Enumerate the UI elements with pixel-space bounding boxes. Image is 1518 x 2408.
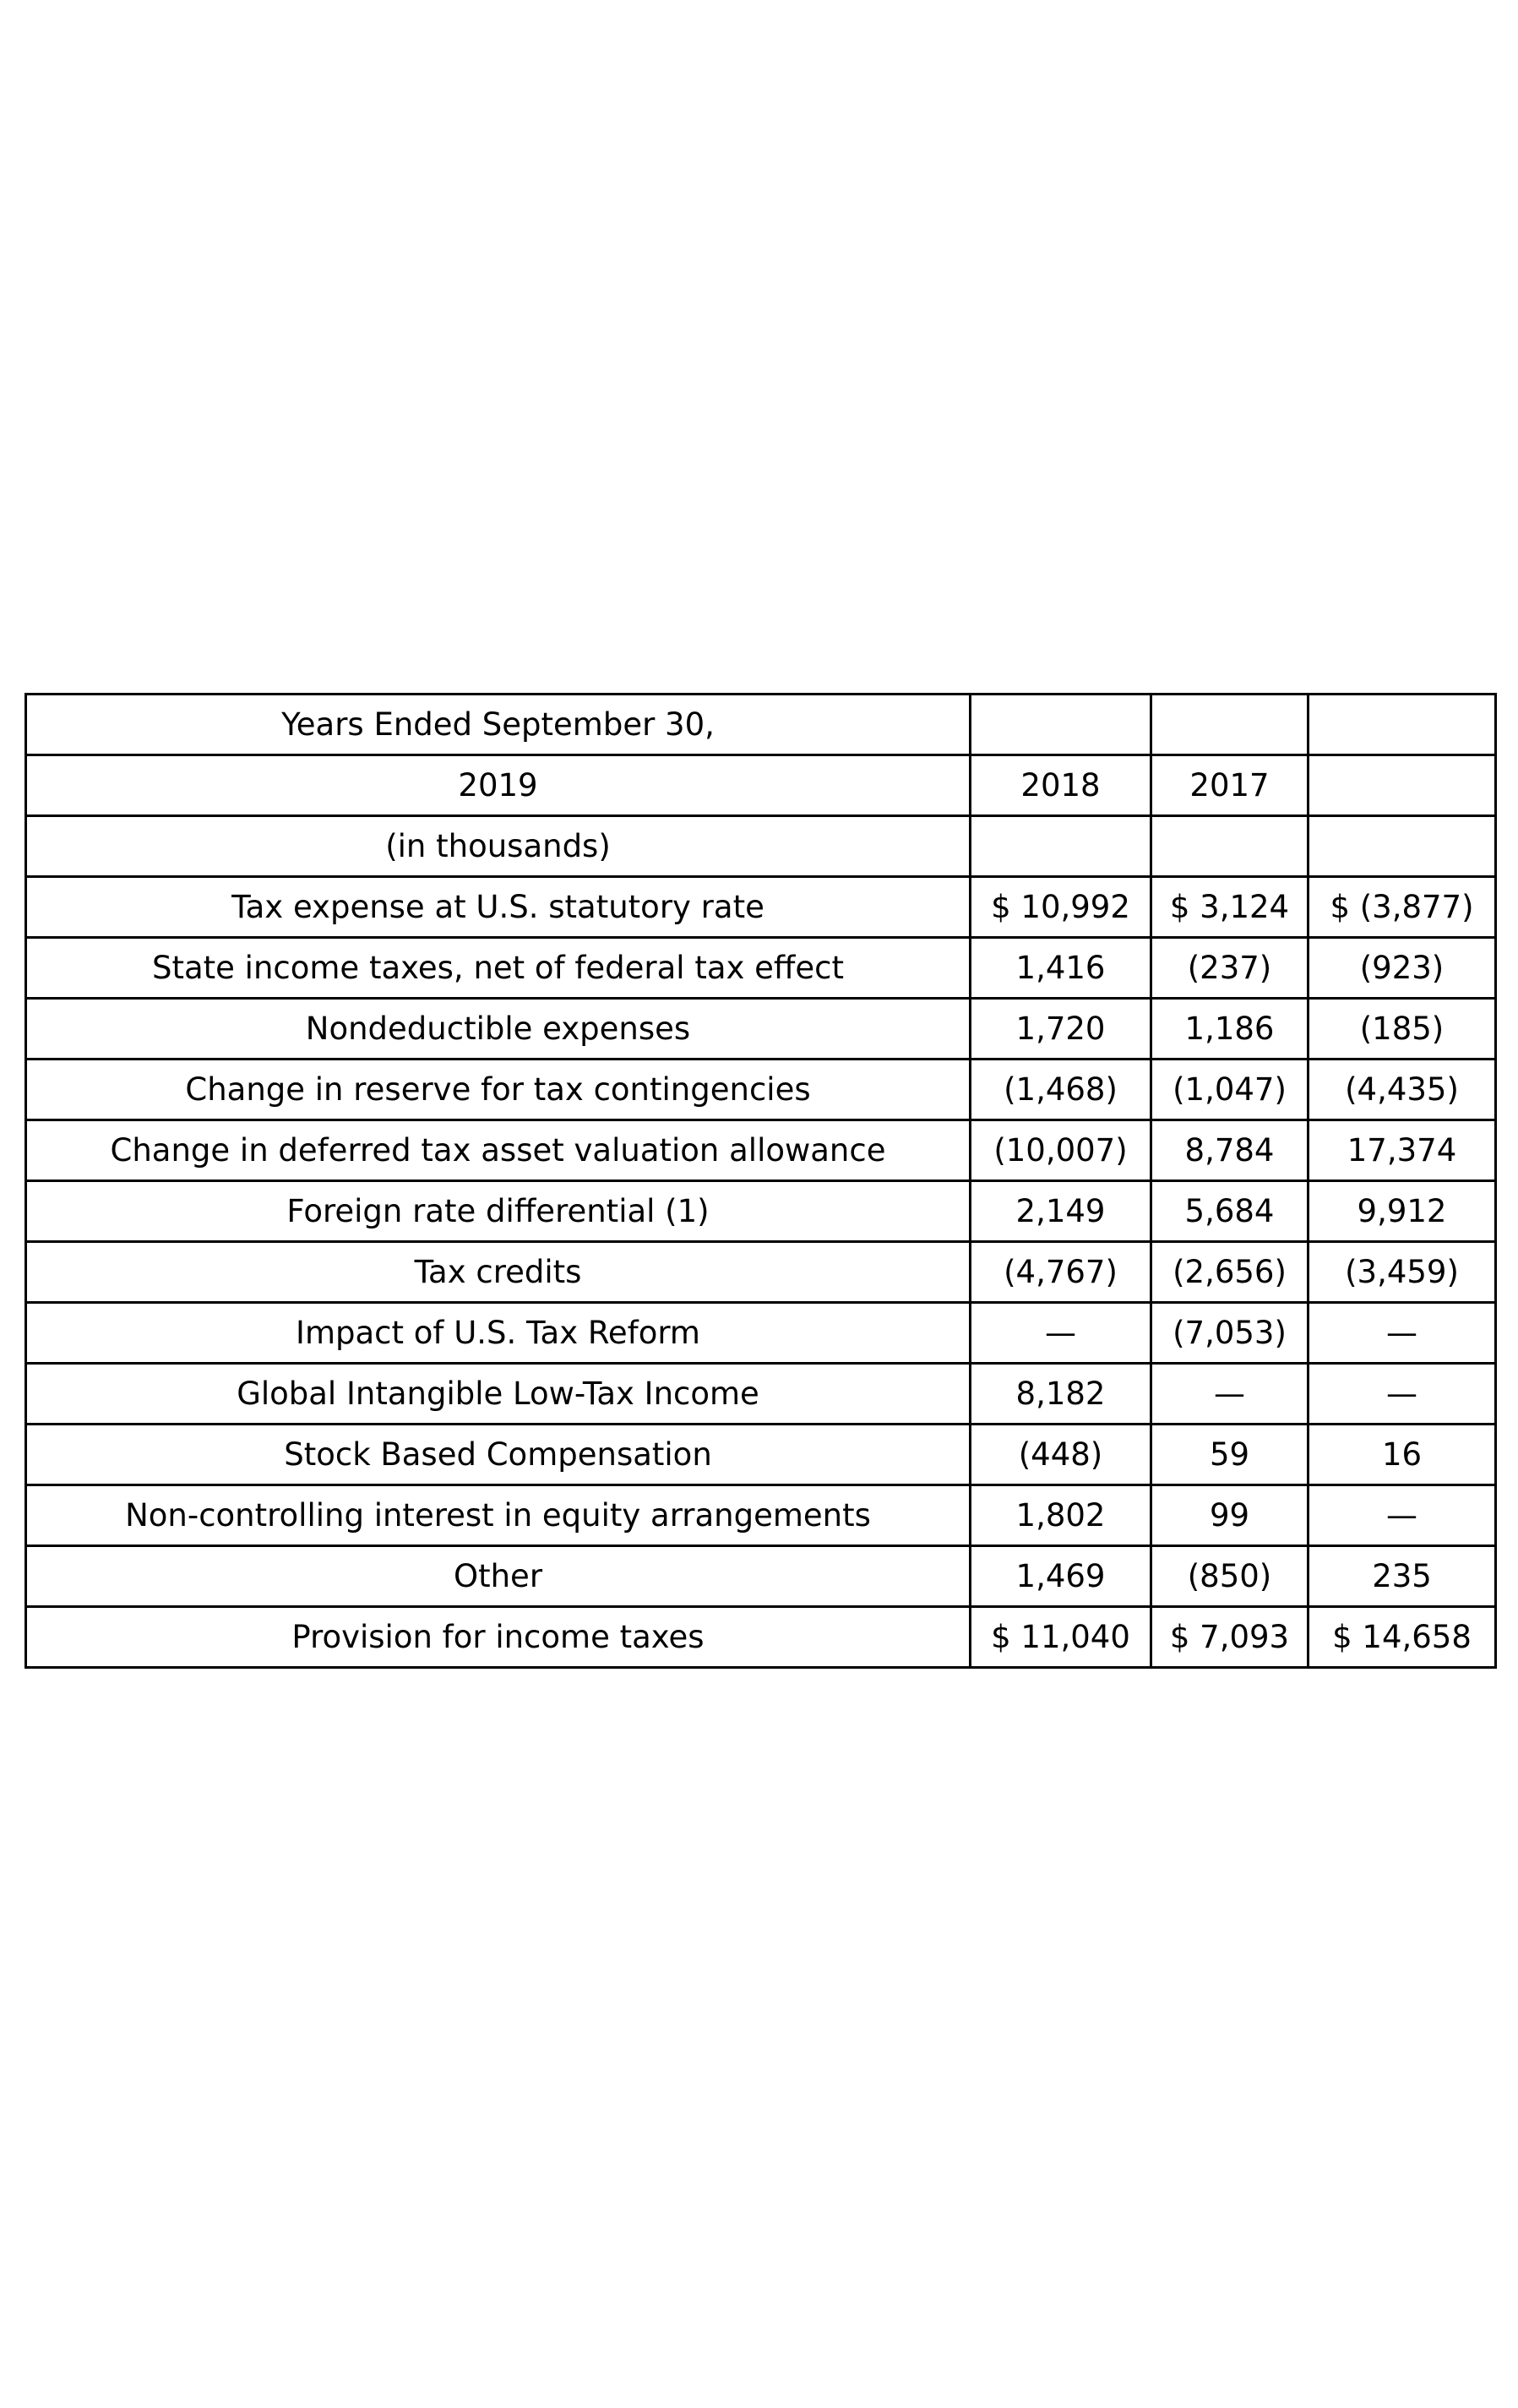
units-label: (in thousands): [26, 816, 971, 877]
table-row: [26, 1181, 1496, 1242]
row-label: Impact of U.S. Tax Reform: [26, 1303, 971, 1364]
row-label: Foreign rate differential (1): [26, 1181, 971, 1242]
value-col-3: (4,435): [1309, 1060, 1496, 1120]
data-rows: [26, 877, 1496, 1668]
value-col-2: 99: [1151, 1485, 1309, 1546]
value-col-1: —: [971, 1303, 1151, 1364]
row-label: Non-controlling interest in equity arrangements: [26, 1485, 971, 1546]
table-row: [26, 999, 1496, 1060]
value-col-1: 1,416: [971, 938, 1151, 999]
empty-cell: [1151, 695, 1309, 755]
value-col-1: (1,468): [971, 1060, 1151, 1120]
table-row: [26, 1242, 1496, 1303]
value-col-1: (4,767): [971, 1242, 1151, 1303]
empty-cell: [1309, 816, 1496, 877]
table-row: [26, 1303, 1496, 1364]
empty-cell: [971, 816, 1151, 877]
value-col-3: 9,912: [1309, 1181, 1496, 1242]
empty-cell: [1151, 816, 1309, 877]
header-row-years: [26, 755, 1496, 816]
header-row-units: [26, 816, 1496, 877]
table-row: [26, 1607, 1496, 1668]
value-col-2: (850): [1151, 1546, 1309, 1607]
row-label: Tax expense at U.S. statutory rate: [26, 877, 971, 938]
value-col-3: —: [1309, 1485, 1496, 1546]
value-col-2: (237): [1151, 938, 1309, 999]
header-row-title: [26, 695, 1496, 755]
value-col-2: —: [1151, 1364, 1309, 1425]
row-label: Stock Based Compensation: [26, 1425, 971, 1485]
year-2017-header: 2017: [1151, 755, 1309, 816]
value-col-2: 59: [1151, 1425, 1309, 1485]
row-label: Tax credits: [26, 1242, 971, 1303]
row-label: Provision for income taxes: [26, 1607, 971, 1668]
table-row: [26, 1425, 1496, 1485]
value-col-3: $ 14,658: [1309, 1607, 1496, 1668]
value-col-2: 8,784: [1151, 1120, 1309, 1181]
value-col-2: (7,053): [1151, 1303, 1309, 1364]
value-col-2: 5,684: [1151, 1181, 1309, 1242]
row-label: Global Intangible Low-Tax Income: [26, 1364, 971, 1425]
value-col-1: (448): [971, 1425, 1151, 1485]
table-row: [26, 1364, 1496, 1425]
row-label: Change in reserve for tax contingencies: [26, 1060, 971, 1120]
value-col-2: 1,186: [1151, 999, 1309, 1060]
table-row: [26, 877, 1496, 938]
table-row: [26, 1120, 1496, 1181]
empty-cell: [1309, 695, 1496, 755]
value-col-3: $ (3,877): [1309, 877, 1496, 938]
table-title: Years Ended September 30,: [26, 695, 971, 755]
row-label: Change in deferred tax asset valuation allowance: [26, 1120, 971, 1181]
value-col-3: 16: [1309, 1425, 1496, 1485]
year-2018-header: 2018: [971, 755, 1151, 816]
value-col-1: 2,149: [971, 1181, 1151, 1242]
empty-cell: [971, 695, 1151, 755]
value-col-2: (1,047): [1151, 1060, 1309, 1120]
value-col-1: $ 10,992: [971, 877, 1151, 938]
table-row: [26, 1546, 1496, 1607]
year-2019-header: 2019: [26, 755, 971, 816]
table-row: [26, 938, 1496, 999]
row-label: Nondeductible expenses: [26, 999, 971, 1060]
value-col-2: $ 3,124: [1151, 877, 1309, 938]
value-col-3: (3,459): [1309, 1242, 1496, 1303]
value-col-1: 1,802: [971, 1485, 1151, 1546]
value-col-1: 1,469: [971, 1546, 1151, 1607]
value-col-2: (2,656): [1151, 1242, 1309, 1303]
value-col-3: 235: [1309, 1546, 1496, 1607]
value-col-3: (923): [1309, 938, 1496, 999]
value-col-1: $ 11,040: [971, 1607, 1151, 1668]
table-body: [26, 695, 1496, 877]
row-label: State income taxes, net of federal tax effect: [26, 938, 971, 999]
value-col-1: 8,182: [971, 1364, 1151, 1425]
value-col-3: 17,374: [1309, 1120, 1496, 1181]
value-col-1: 1,720: [971, 999, 1151, 1060]
value-col-3: (185): [1309, 999, 1496, 1060]
value-col-3: —: [1309, 1303, 1496, 1364]
value-col-2: $ 7,093: [1151, 1607, 1309, 1668]
table-row: [26, 1485, 1496, 1546]
value-col-3: —: [1309, 1364, 1496, 1425]
empty-cell: [1309, 755, 1496, 816]
income-tax-reconciliation-table: [24, 693, 1497, 1669]
row-label: Other: [26, 1546, 971, 1607]
value-col-1: (10,007): [971, 1120, 1151, 1181]
table-row: [26, 1060, 1496, 1120]
